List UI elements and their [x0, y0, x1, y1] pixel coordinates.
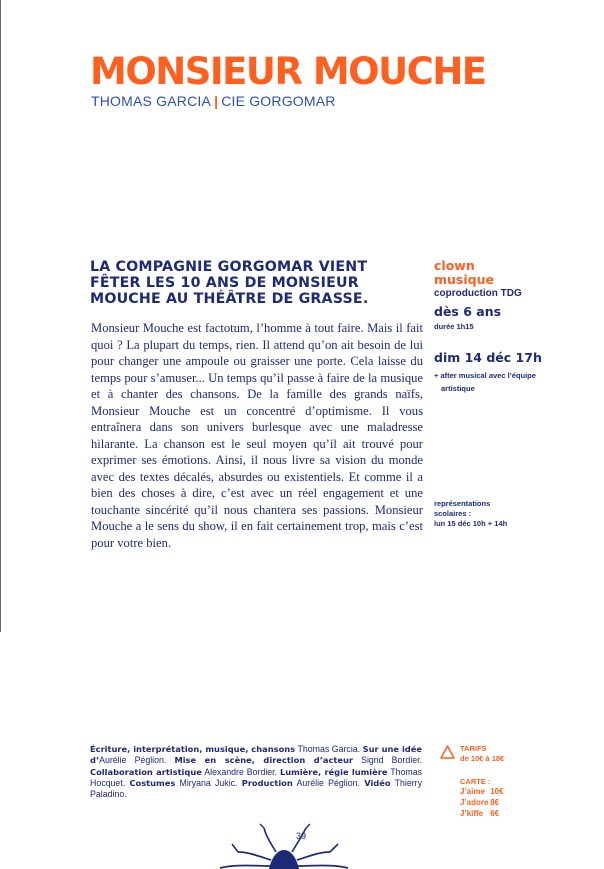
- school-line-2: scolaires :: [434, 509, 472, 518]
- carte-item: [460, 797, 504, 808]
- age-limit: dès 6 ans: [434, 304, 502, 319]
- genre-clown: clown: [434, 258, 475, 273]
- carte-list: [460, 786, 504, 819]
- beetle-illustration: [214, 822, 354, 869]
- author-name: THOMAS GARCIA: [91, 93, 212, 109]
- credit-name: Thomas Garcia.: [297, 744, 361, 754]
- carte-item-label: J’aime: [460, 787, 485, 796]
- genre-musique: musique: [434, 272, 494, 287]
- credit-name: Thomas Hocquet.: [90, 766, 422, 788]
- headline: LA COMPAGNIE GORGOMAR VIENT FÊTER LES 10 ANS DE MONSIEUR MOUCHE AU THÉÂTRE DE GRASSE.: [90, 259, 369, 307]
- school-shows: [434, 499, 574, 529]
- credit-name: Aurélie Péglion.: [99, 755, 167, 766]
- credit-role: Collaboration artistique: [90, 766, 202, 777]
- company-name: CIE GORGOMAR: [221, 93, 336, 109]
- credit-role: Écriture, interprétation, musique, chansons: [90, 744, 296, 754]
- credit-role: Lumière, régie lumière: [279, 766, 388, 777]
- tarifs-range: de 10€ à 18€: [460, 754, 505, 763]
- school-line-1: représentations: [434, 499, 491, 508]
- after-line-2: artistique: [441, 384, 475, 393]
- warning-triangle-icon: [440, 745, 455, 759]
- page-number: 39: [296, 831, 307, 841]
- credit-name: Alexandre Bordier.: [204, 766, 278, 777]
- show-title: MONSIEUR MOUCHE: [90, 50, 486, 93]
- carte-item-label: J’kiffe: [460, 809, 484, 818]
- carte-item-price: 6€: [490, 809, 500, 818]
- genre-tags: [434, 259, 584, 287]
- carte-label: CARTE :: [460, 777, 491, 786]
- cast-credits: [90, 744, 422, 800]
- credit-role: Mise en scène, direction d’acteur: [174, 755, 353, 766]
- carte-item: [460, 786, 504, 797]
- credit-name: Aurélie Péglion.: [296, 777, 360, 788]
- credit-name: Sigrid Bordier.: [361, 755, 422, 766]
- school-line-3: lun 15 déc 10h + 14h: [434, 519, 508, 528]
- carte-item-label: J’adore: [460, 798, 489, 807]
- after-note: [434, 369, 554, 395]
- credit-role: Sur une idée d’: [90, 744, 422, 766]
- after-line-1: + after musical avec l’équipe: [434, 371, 536, 380]
- coproduction: coproduction TDG: [434, 288, 522, 299]
- description: Monsieur Mouche est factotum, l’homme à tout faire. Mais il fait quoi ? La plupart du temps, rien. Il attend qu’on ait besoin de lui pour changer une ampoule ou graisser une porte. Cela laisse du temps pour s’amuser... Un temps qu’il passe à faire de la musique et à chanter des chansons. De la famille des grands naïfs, Monsieur Mouche est un concentré d’optimisme. Il vous entraînera dans son univers burlesque avec une maladresse hilarante. La chanson est le seul moyen qu’il ait trouvé pour exprimer ses émotions. Ainsi, il nous livre sa vision du monde avec des textes décalés, absurdes ou existentiels. Et comme il a bien des choses à dire, c’est avec un réel engagement et une touchante sincérité qu’il nous chantera ses passions. Monsieur Mouche a le sens du show, il en fait certainement trop, mais c’est pour votre bien.: [91, 321, 423, 550]
- credit-role: Vidéo: [364, 777, 391, 788]
- credit-name: Thierry Paladino.: [90, 777, 423, 800]
- credit-separator: |: [214, 93, 219, 109]
- show-credits: [91, 93, 336, 109]
- page-edge-line: [0, 0, 1, 632]
- show-date: dim 14 déc 17h: [434, 350, 542, 365]
- carte-item-price: 8€: [490, 798, 500, 807]
- carte-item-price: 10€: [490, 787, 504, 796]
- credit-role: Costumes: [129, 777, 176, 788]
- tarifs-label: TARIFS: [460, 744, 487, 753]
- credit-name: Miryana Jukic.: [179, 777, 238, 788]
- carte-item: [460, 808, 504, 819]
- credit-role: Production: [241, 777, 293, 788]
- duration: durée 1h15: [434, 322, 474, 331]
